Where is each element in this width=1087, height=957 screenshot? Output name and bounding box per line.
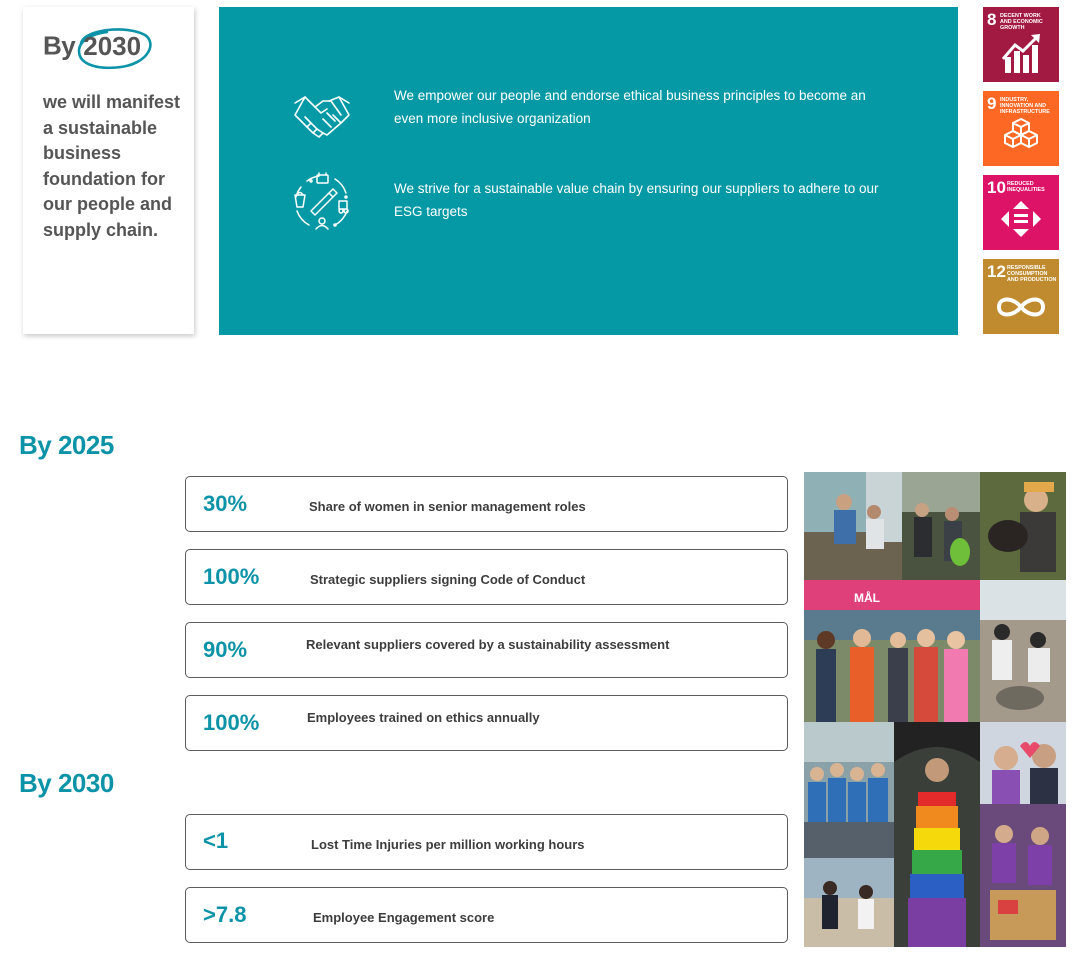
sdg-number: 8 [987,10,997,29]
kpi-box [185,814,788,870]
kpi-value: 100% [203,564,260,589]
goal-heading [43,29,147,62]
kpi-box [185,622,788,678]
kpi-value: 30% [203,491,248,516]
kpi-value: 90% [203,637,248,662]
commitment-text: We empower our people and endorse ethical business principles to become an even more inclusive organization [394,88,866,126]
cleanup-photo [980,580,1066,722]
kpi-box [185,887,788,943]
kpi-description: Share of women in senior management roles [309,499,586,514]
kpi-description: Lost Time Injuries per million working hours [311,837,585,852]
growth-chart-icon [983,7,1059,82]
sdg-9-tile [983,91,1059,166]
goal-statement: we will manifest a sustainable business foundation for our people and supply chain. [43,92,181,240]
goal-by-label: By [43,30,76,61]
sdg-number: 9 [987,94,997,113]
sdg-label: RESPONSIBLE CONSUMPTION AND PRODUCTION [1007,265,1057,283]
sdg-10-tile [983,175,1059,250]
handshake-icon [291,85,353,147]
volunteer-photo [980,472,1066,580]
employee-photo-collage [804,472,1066,947]
cubes-icon [983,91,1059,166]
goal-year-circle [77,31,147,62]
section-heading-2025: By 2025 [19,430,114,460]
sdg-12-tile [983,259,1059,334]
volunteer-photo [804,472,902,580]
team-photo [804,722,894,858]
sdg-label: DECENT WORK AND ECONOMIC GROWTH [1000,13,1043,31]
goal-year: 2030 [83,30,142,61]
sdg-number: 10 [987,178,1006,197]
pride-flag-photo [894,722,980,947]
packing-donations-photo [980,804,1066,947]
kpi-box [185,695,788,751]
running-event-photo [804,580,980,722]
sdg-number: 12 [987,262,1006,281]
infinity-icon [983,259,1059,334]
kpi-description: Employee Engagement score [313,910,495,925]
heart-gesture-photo [980,722,1066,804]
sdg-label: INDUSTRY, INNOVATION AND INFRASTRUCTURE [1000,97,1050,115]
value-chain-icon [291,171,353,233]
kpi-value: 100% [203,710,260,735]
section-heading-2030: By 2030 [19,768,114,798]
beach-cleanup-photo [804,858,894,947]
banner-text: MÅL [854,591,880,605]
kpi-description: Strategic suppliers signing Code of Conduct [310,572,586,587]
kpi-description: Relevant suppliers covered by a sustainability assessment [306,637,670,652]
kpi-value: <1 [203,828,229,853]
kpi-value: >7.8 [203,902,247,927]
kpi-description: Employees trained on ethics annually [307,710,540,725]
equality-arrows-icon [983,175,1059,250]
sdg-label: REDUCED INEQUALITIES [1007,181,1045,193]
kpi-box [185,549,788,605]
kpi-box [185,476,788,532]
sdg-8-tile [983,7,1059,82]
commitment-text: We strive for a sustainable value chain by ensuring our suppliers to adhere to our ESG targets [394,181,879,219]
volunteer-photo [902,472,980,580]
teal-commitments-panel [219,7,958,335]
goal-card [23,7,194,334]
